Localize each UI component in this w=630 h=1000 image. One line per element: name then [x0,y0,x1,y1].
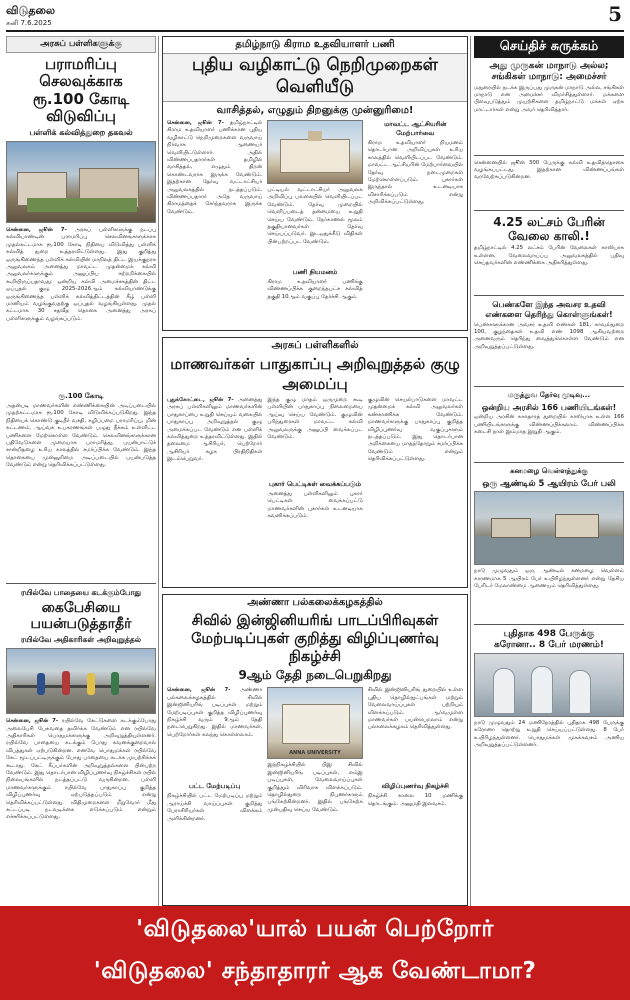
right-column [474,36,624,906]
school-safety-col-2: இந்த குழு மாதம் ஒருமுறை கூடி பள்ளியின் பாதுகாப்பு நிலைமையை ஆய்வு செய்ய வேண்டும். குழுவின் பரிந்துரைகள் மாவட்ட கல்வி அலுவலருக்கு அனுப்பி வைக்கப்பட வேண்டும். [267,397,363,441]
covid-photo [474,653,624,717]
anna-headline: சிவில் இன்ஜினியரிங் பாடப்பிரிவுகள் மேற்படிப்புகள் குறித்து விழிப்புணர்வு நிகழ்ச்சி [191,613,439,666]
rail-headline: கைபேசியை பயன்படுத்தாதீர் [30,600,132,633]
school-fund-body-2: அதன்படி மாணவர்களின் எண்ணிக்கையின் அடிப்படையில் முதற்கட்டமாக ரூ.100 கோடி விடுவிக்கப்படுகிறது. இந்த நிதியைக் கொண்டு குடிநீர் வசதி, கழிப்பறை பராமரிப்பு, மின் கட்டணம், ஆய்வக உபகரணங்கள் பழுது நீக்கம் உள்ளிட்ட பணிகளை மேற்கொள்ள வேண்டும். செலவினங்களுக்கான பதிவேடுகளை முறையாக பராமரித்து, பயன்பாட்டுச் சான்றிதழை உரிய காலத்தில் சமர்ப்பிக்க வேண்டும். இந்த தொகையை முன்னுரிமை அடிப்படையில் பயன்படுத்த வேண்டும் என்று தெரிவிக்கப்பட்டுள்ளது. [6,403,156,469]
digest-item-1-headline: அது முருகன் மாநாடு அல்ல; சங்கிகள் மாநாடு: அமைச்சர் [489,61,609,82]
rail-kicker: ரயில்வே பாதையை கடக்கும்போது [20,588,142,597]
anna-col-3: சிவில் இன்ஜினியரிங் துறையில் உள்ள புதிய தொழில்நுட்பங்கள் மற்றும் வேலைவாய்ப்புகள் பற்றியும் விளக்கப்படும். ஆர்வமுள்ள மாணவர்கள் பயன்பெறலாம் என்று பல்கலைக்கழகம் தெரிவித்துள்ளது. [367,687,463,731]
banner-line-2: 'விடுதலை' சந்தாதாரர் ஆக வேண்டாமா? [93,958,537,984]
digest-item-1-body: மதுரையில் நடக்க இருப்பது முருகன் மாநாடு அல்ல, சங்கிகள் மாநாடு என அமைச்சர் விமர்சித்துள்ளார். மக்களை பிளவுபடுத்தும் முயற்சிகளை தமிழ்நாட்டு மக்கள் ஏற்க மாட்டார்கள் என்று அவர் தெரிவித்தார். [474,84,624,113]
school-fund-fund-head: ரூ.100 கோடி [58,392,104,400]
flood-photo [474,491,624,565]
school-safety-col2-mini: புகார் பெட்டிகள் வைக்கப்படும் [269,480,361,488]
school-safety-headline: மாணவர்கள் பாதுகாப்பு அறிவுறுத்தல் குழு அமைப்பு [170,355,460,393]
issue-date: சனி 7.6.2025 [6,19,52,27]
village-assistant-kicker: தமிழ்நாடு கிராம உதவியாளர் பணி [235,39,395,50]
school-fund-subhead: பள்ளிக் கல்வித்துறை தகவல் [29,128,133,137]
collectorate-photo [267,120,362,184]
anna-university-article [162,594,468,906]
middle-column [162,36,468,906]
village-assistant-subhead: வாசித்தல், எழுதும் திறனுக்கு முன்னுரிமை! [216,105,414,116]
village-assistant-col-3: கிராம உதவியாளர் நியமனம் தொடர்பான அறிவிப்புகள் உரிய காலத்தில் வெளியிடப்பட வேண்டும். மாவட்ட ஆட்சியரின் மேற்பார்வையில் தேர்வு நடைமுறைகள் மேற்கொள்ளப்படும். புகார்கள் இருந்தால் உடனடியாக விசாரிக்கப்படும் என்று அறிவிக்கப்பட்டுள்ளது. [367,140,463,206]
digest-item-3-headline: 4.25 லட்சம் பேரின் வேலை காலி.! [493,214,605,243]
digest-item-6-headline: ஒரு ஆண்டில் 5 ஆயிரம் பேர் பலி [482,479,616,490]
village-assistant-col-2b: கிராம உதவியாளர் பணிக்கு விண்ணப்பிக்க குறைந்தபட்ச கல்வித் தகுதி 10ஆம் வகுப்பு தேர்ச்சி ஆகும். [267,279,363,300]
village-assistant-col2-mini: பணி நியமனம் [292,268,338,276]
digest-item-6-kicker: கனமழை வெள்ளத்துக்கு [510,467,588,476]
village-assistant-headline: புதிய வழிகாட்டு நெறிமுறைகள் வெளியீடு [163,53,467,102]
digest-item-5-body: ஒன்றிய அரசின் சுகாதாரத் துறையில் காலியாக உள்ள 166 பணியிடங்களுக்கு விண்ணப்பிக்கலாம். விண்ணப்பிக்க கடைசி நாள் இம்மாத இறுதி ஆகும். [474,414,624,435]
page-number: 5 [608,2,622,26]
anna-university-photo [267,687,362,759]
rail-photo [6,648,156,714]
school-safety-col-1: புதுக்கோட்டை, ஜூன் 7- அனைத்து அரசுப் பள்ளிகளிலும் மாணவர்களின் பாதுகாப்பை உறுதி செய்யும் வகையில் பாதுகாப்பு அறிவுறுத்தல் குழு அமைக்கப்பட வேண்டும் என பள்ளிக் கல்வித்துறை உத்தரவிட்டுள்ளது. இதில் தலைமை ஆசிரியர், பெற்றோர் ஆசிரியர் கழக பிரதிநிதிகள் இடம்பெறுவர். [167,397,263,463]
rail-subhead: ரயில்வே அதிகாரிகள் அறிவுறுத்தல் [21,635,141,645]
masthead [6,4,624,32]
anna-col-2: இந்நிகழ்ச்சியில் பிஇ சிவில் இன்ஜினியரிங் படிப்புகள், எம்இ படிப்புகள், வேலைவாய்ப்புகள் குறித்தும் விரிவாக விளக்கப்படும். தொழில்துறை நிபுணர்களும் பங்கேற்கின்றனர். இதில் பங்கேற்க முன்பதிவு செய்ய வேண்டும். [267,762,363,813]
digest-item-7-headline: புதிதாக 498 பேருக்கு கரோனா.. 8 பேர் மரணம்! [494,629,604,651]
school-fund-photo [6,141,156,223]
digest-item-7-body: நாடு முழுவதும் 24 மணிநேரத்தில் புதிதாக 498 பேருக்கு கரோனா தொற்று உறுதி செய்யப்பட்டுள்ளது. 8 பேர் உயிரிழந்துள்ளனர். பொதுமக்கள் முகக்கவசம் அணிய அறிவுறுத்தப்பட்டுள்ளனர். [474,719,624,749]
subscription-banner [0,906,630,1000]
digest-item-5-kicker: மருத்துவ தேர்வு முடிவு... [507,390,591,399]
school-fund-kicker: அரசுப் பள்ளிகளுக்கு [6,36,156,53]
school-safety-article [162,337,468,588]
digest-item-4-body: பெண்களுக்கான அவசர உதவி எண்கள் 181, காவல்துறை 100, குழந்தைகள் உதவி எண் 1098 ஆகியவற்றை அனைவரும் தெரிந்து வைத்துக்கொள்ள வேண்டும் என அறிவுறுத்தப்பட்டுள்ளது. [474,321,624,350]
anna-subhead: 9ஆம் தேதி நடைபெறுகிறது [238,668,392,683]
left-column [6,36,156,906]
digest-item-4-headline: பெண்களே இந்த அவசர உதவி எண்களை தெரிந்து கொள்ளுங்கள்! [485,300,613,319]
digest-item-5-headline: ஒன்றிய அரசில் 166 பணியிடங்கள்! [481,402,617,412]
digest-item-2-body: சென்னையில் ஜூன் 300 பேருக்கு கல்வி உதவித்தொகை வழங்கப்பட்டது. இதற்கான விண்ணப்பங்கள் வரவேற்கப்படுகின்றன. [474,159,624,181]
anna-col3-mini: விழிப்புணர்வு நிகழ்ச்சி [381,782,449,791]
anna-col-1: சென்னை, ஜூன் 7- அண்ணா பல்கலைக்கழகத்தில் சிவில் இன்ஜினியரிங் படிப்புகள் மற்றும் மேற்படிப்புகள் குறித்த விழிப்புணர்வு நிகழ்ச்சி வரும் 9ஆம் தேதி நடைபெறுகிறது. இதில் மாணவர்கள், பெற்றோர்கள் கலந்து கொள்ளலாம். [167,687,263,738]
anna-photo-caption: ANNA UNIVERSITY [289,750,341,757]
anna-col-3b: நிகழ்ச்சி காலை 10 மணிக்கு தொடங்கும். அனுமதி இலவசம். [367,793,463,807]
anna-col1-mini: பட்ட மேற்படிப்பு [188,782,241,791]
school-safety-col-2b: அனைத்து பள்ளிகளிலும் புகார் பெட்டிகள் வைக்கப்பட்டு மாணவர்களின் புகார்கள் உடனடியாக கவனிக்கப்படும். [267,491,363,520]
school-fund-body-1: சென்னை, ஜூன் 7- அரசுப் பள்ளிகளுக்கு நடப்பு கல்வியாண்டின் பராமரிப்பு செலவினங்களுக்காக முதல்கட்டமாக ரூ.100 கோடி நிதியை விடுவித்து பள்ளிக் கல்வித் துறை உத்தரவிட்டுள்ளது. இது குறித்து ஒருங்கிணைந்த பள்ளிக் கல்வியின் மாநிலத் திட்ட இயக்குநரக அலுவலகம் அனைத்து மாவட்ட முதன்மைக் கல்வி அலுவலர்களுக்கும் அனுப்பிய சுற்றறிக்கையில் கூறியிருப்பதாவது: ஒன்றிய கல்வி அமைச்சகத்தின் திட்ட ஒப்புதல் குழு 2025-2026ஆம் கல்வியாண்டுக்கு ஒருங்கிணைந்த பள்ளிக் கல்வித்திட்டத்தின் கீழ் பள்ளி மானியம் வழங்குவதற்கு ஒப்புதல் வழங்கியுள்ளது. முதல் கட்டமாக 30 சதவீத தொகை அனைத்து அரசுப் பள்ளிகளுக்கும் வழங்கப்படும். [6,227,156,322]
banner-line-1: 'விடுதலை'யால் பயன் பெற்றோர் [136,916,494,942]
digest-item-6-body: நாடு முழுவதும் ஒரு ஆண்டில் கனமழை வெள்ளம் காரணமாக 5 ஆயிரம் பேர் உயிரிழந்துள்ளனர் என்று தேசிய பேரிடர் மேலாண்மை ஆணையம் தெரிவித்துள்ளது. [474,568,624,590]
village-assistant-col3-mini: மாவட்ட ஆட்சியரின் மேற்பார்வை [384,120,447,137]
school-safety-col-3: குழுவின் செயல்பாடுகளை மாவட்ட முதன்மைக் கல்வி அலுவலர்கள் கண்காணிக்க வேண்டும். மாணவர்களுக்கு பாதுகாப்பு குறித்த விழிப்புணர்வு வகுப்புகளும் நடத்தப்படும். இது தொடர்பான அறிக்கையை மாதந்தோறும் சமர்ப்பிக்க வேண்டும் என்றும் தெரிவிக்கப்பட்டுள்ளது. [367,397,463,463]
column-rule-left [158,36,159,908]
section-divider [6,583,156,584]
village-assistant-col-2: பட்டியல் வட்டாட்சியர் அலுவலக அறிவிப்பு பலகையில் வெளியிடப்பட வேண்டும். தேர்வு முறையில் வெளிப்படைத் தன்மையை உறுதி செய்ய வேண்டும். நேர்காணல் மூலம் தகுதியானவர்கள் தேர்வு செய்யப்படுவர். இடஒதுக்கீடு விதிகள் பின்பற்றப்பட வேண்டும். [267,187,363,245]
digest-item-3-body: தமிழ்நாட்டில் 4.25 லட்சம் பேரின் வேலைகள் காலியாக உள்ளன. வேலைவாய்ப்பு அலுவலகத்தில் பதிவு செய்தவர்களின் எண்ணிக்கை அதிகரித்துள்ளது. [474,245,624,267]
school-safety-kicker: அரசுப் பள்ளிகளில் [271,340,359,351]
anna-col-1b: நிகழ்ச்சியில் பட்ட மேற்படிப்பு மற்றும் ஆராய்ச்சி வாய்ப்புகள் குறித்து பேராசிரியர்கள் விளக்கம் அளிக்கின்றனர். [167,793,263,822]
village-assistant-col-1: சென்னை, ஜூன் 7- தமிழ்நாட்டில் கிராம உதவியாளர் பணிக்கான புதிய வழிகாட்டு நெறிமுறைகளை வருவாய் நிர்வாக ஆணையர் வெளியிட்டுள்ளார். அதில் விண்ணப்பதாரர்கள் தமிழில் வாசித்தல், எழுதும் திறன் கொண்டவராக இருக்க வேண்டும். இதற்கான தேர்வு வட்டாட்சியர் அலுவலகத்தில் நடத்தப்படும். விண்ணப்பதாரர் அதே வருவாய் கிராமத்தைச் சேர்ந்தவராக இருக்க வேண்டும். [167,120,263,215]
newspaper-name: விடுதலை [6,4,56,17]
column-rule-right [470,36,471,908]
village-assistant-article [162,36,468,331]
school-fund-headline: பராமரிப்பு செலவுக்காக ரூ.100 கோடி விடுவிப்பு [32,55,130,125]
news-digest-title: செய்திச் சுருக்கம் [474,36,624,58]
rail-body: சென்னை, ஜூன் 7- ரயில்வே கேட்டுகளை கடக்கும்போது அலைபேசி பேசுவதை தவிர்க்க வேண்டும் என ரயில்வே அதிகாரிகள் பொதுமக்களுக்கு அறிவுறுத்தியுள்ளனர். ரயில்வே பாதையை கடக்கும் போது கவனக்குறைவால் விபத்துகள் ஏற்படுகின்றன. எனவே பொதுமக்கள் ரயில்வே கேட் மூடப்பட்டிருக்கும் போது பாதையை கடக்க முயற்சிக்கக் கூடாது. கேட் கீப்பர்களின் அறிவுறுத்தல்களை பின்பற்ற வேண்டும். இது தொடர்பான விழிப்புணர்வு நிகழ்ச்சிகள் ரயில் நிலையங்களில் நடத்தப்பட்டு வருகின்றன. பள்ளி மாணவர்களுக்கும் ரயில்வே பாதுகாப்பு குறித்த விழிப்புணர்வு ஏற்படுத்தப்படும் என்று தெரிவிக்கப்பட்டுள்ளது. விதிமுறைகளை மீறுவோர் மீது சட்டப்படி நடவடிக்கை எடுக்கப்படும் என்றும் எச்சரிக்கப்பட்டுள்ளது. [6,718,156,821]
anna-kicker: அண்ணா பல்கலைக்கழகத்தில் [247,597,383,608]
